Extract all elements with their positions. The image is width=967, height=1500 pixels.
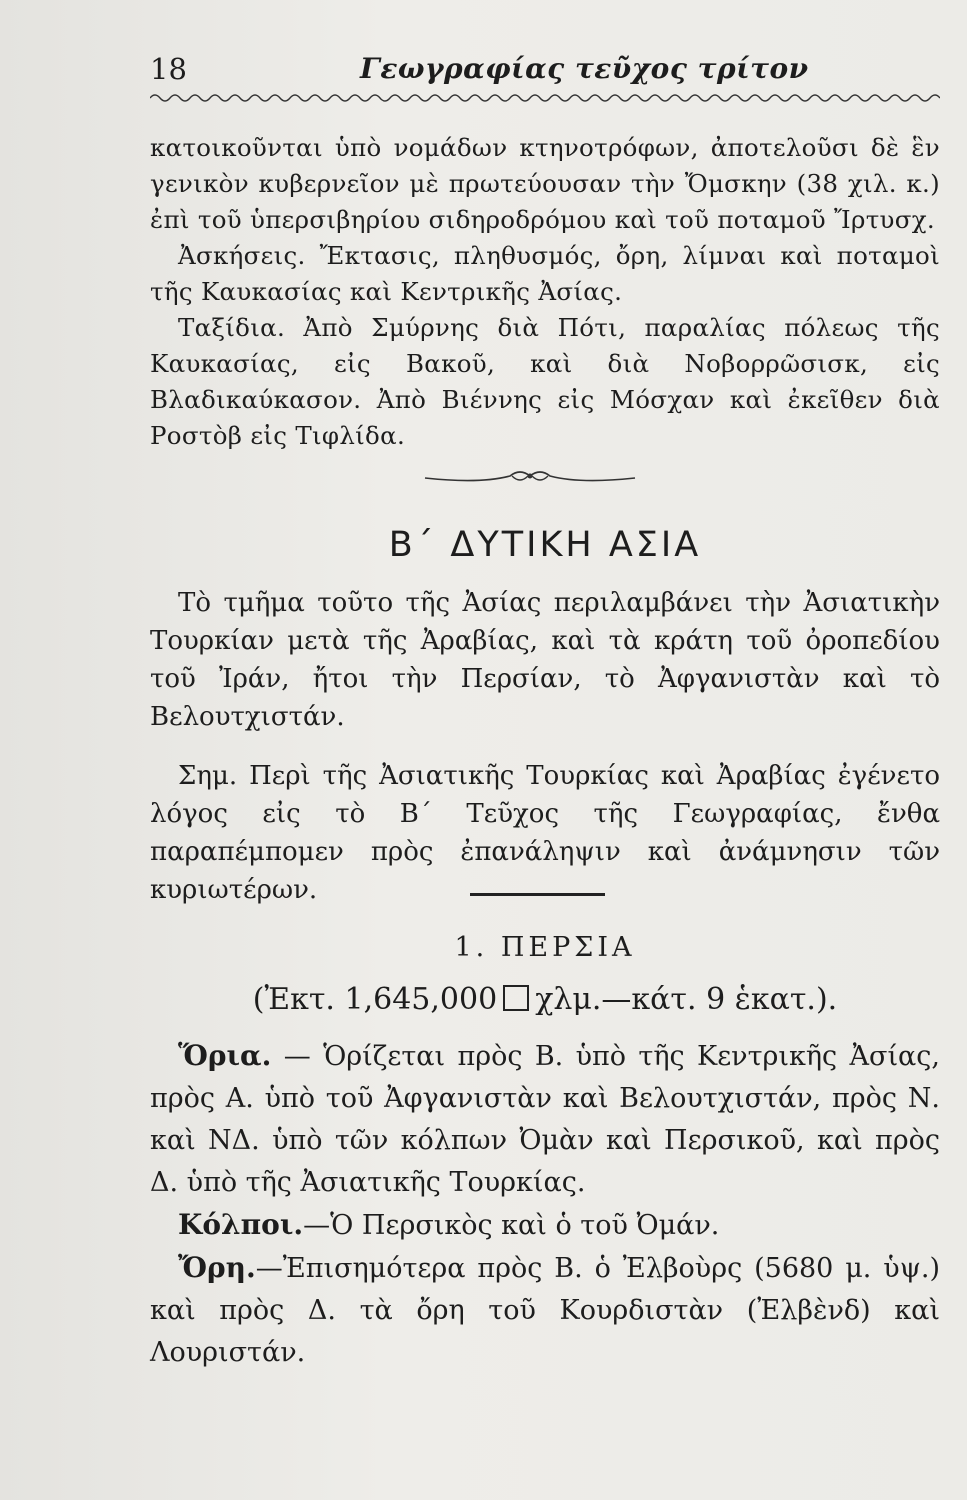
borders-heading: Ὅρια. — [178, 1039, 272, 1072]
section-intro — [150, 584, 940, 736]
page-number: 18 — [150, 52, 187, 86]
paragraph-mountains — [150, 1247, 940, 1374]
wavy-rule — [150, 92, 940, 104]
intro-text-block — [150, 130, 940, 454]
area-suffix: χλμ.—κάτ. 9 ἑκατ.). — [535, 982, 838, 1017]
paragraph-gulfs — [150, 1204, 940, 1247]
borders-text: — Ὁρίζεται πρὸς Β. ὑπὸ τῆς Κεντρικῆς Ἀσίας, πρὸς Α. ὑπὸ τοῦ Ἀφγανιστὰν καὶ Βελουτχιστάν, πρὸς Ν. καὶ ΝΔ. ὑπὸ τῶν κόλπων Ὀμὰν καὶ Περσικοῦ, καὶ πρὸς Δ. ὑπὸ τῆς Ἀσιατικῆς Τουρκίας. — [150, 1041, 940, 1198]
paragraph-borders — [150, 1035, 940, 1204]
paragraph-travels: Ταξίδια. Ἀπὸ Σμύρνης διὰ Πότι, παραλίας πόλεως τῆς Καυκασίας, εἰς Βακοῦ, καὶ διὰ Νοβορρῶσισκ, εἰς Βλαδικαύκασον. Ἀπὸ Βιέννης εἰς Μόσχαν καὶ ἐκεῖθεν διὰ Ροστὸβ εἰς Τιφλίδα. — [150, 313, 940, 450]
paragraph-exercises: Ἀσκήσεις. Ἔκτασις, πληθυσμός, ὄρη, λίμναι καὶ ποταμοὶ τῆς Καυκασίας καὶ Κεντρικῆς Ἀσίας. — [150, 241, 940, 306]
mountains-text: —Ἐπισημότερα πρὸς Β. ὁ Ἐλβοὺρς (5680 μ. ὑψ.) καὶ πρὸς Δ. τὰ ὄρη τοῦ Κουρδιστὰν (Ἐλβὲνδ) καὶ Λουριστάν. — [150, 1253, 940, 1368]
page-header — [150, 52, 940, 92]
paragraph-west-asia: Τὸ τμῆμα τοῦτο τῆς Ἀσίας περιλαμβάνει τὴν Ἀσιατικὴν Τουρκίαν μετὰ τῆς Ἀραβίας, καὶ τὰ κράτη τοῦ ὀροπεδίου τοῦ Ἰράν, ἤτοι τὴν Περσίαν, τὸ Ἀφγανιστὰν καὶ τὸ Βελουτχιστάν. — [150, 588, 940, 732]
area-line — [150, 982, 940, 1017]
ornament-divider — [420, 462, 640, 492]
persia-text-block — [150, 1035, 940, 1374]
mountains-heading: Ὄρη. — [178, 1251, 256, 1284]
gulfs-heading: Κόλποι. — [178, 1208, 304, 1241]
paragraph-nomads: κατοικοῦνται ὑπὸ νομάδων κτηνοτρόφων, ἀποτελοῦσι δὲ ἓν γενικὸν κυβερνεῖον μὲ πρωτεύουσαν τὴν Ὄμσκην (38 χιλ. κ.) ἐπὶ τοῦ ὑπερσιβηρίου σιδηροδρόμου καὶ τοῦ ποταμοῦ Ἴρτυσχ. — [150, 133, 940, 234]
paragraph-note: Σημ. Περὶ τῆς Ἀσιατικῆς Τουρκίας καὶ Ἀραβίας ἐγένετο λόγος εἰς τὸ Β΄ Τεῦχος τῆς Γεωγραφίας, ἔνθα παραπέμπομεν πρὸς ἐπανάληψιν καὶ ἀνάμνησιν τῶν κυριωτέρων. — [150, 761, 940, 905]
running-title: Γεωγραφίας τεῦχος τρίτον — [360, 52, 809, 85]
gulfs-text: —Ὁ Περσικὸς καὶ ὁ τοῦ Ὀμάν. — [303, 1210, 720, 1241]
subsection-title: 1. ΠΕΡΣΙΑ — [454, 932, 636, 963]
short-rule — [470, 893, 605, 896]
section-title: Β΄ ΔΥΤΙΚΗ ΑΣΙΑ — [388, 525, 702, 565]
area-prefix: (Ἐκτ. 1,645,000 — [252, 982, 498, 1017]
section-note — [150, 757, 940, 909]
square-symbol-icon — [503, 985, 529, 1011]
